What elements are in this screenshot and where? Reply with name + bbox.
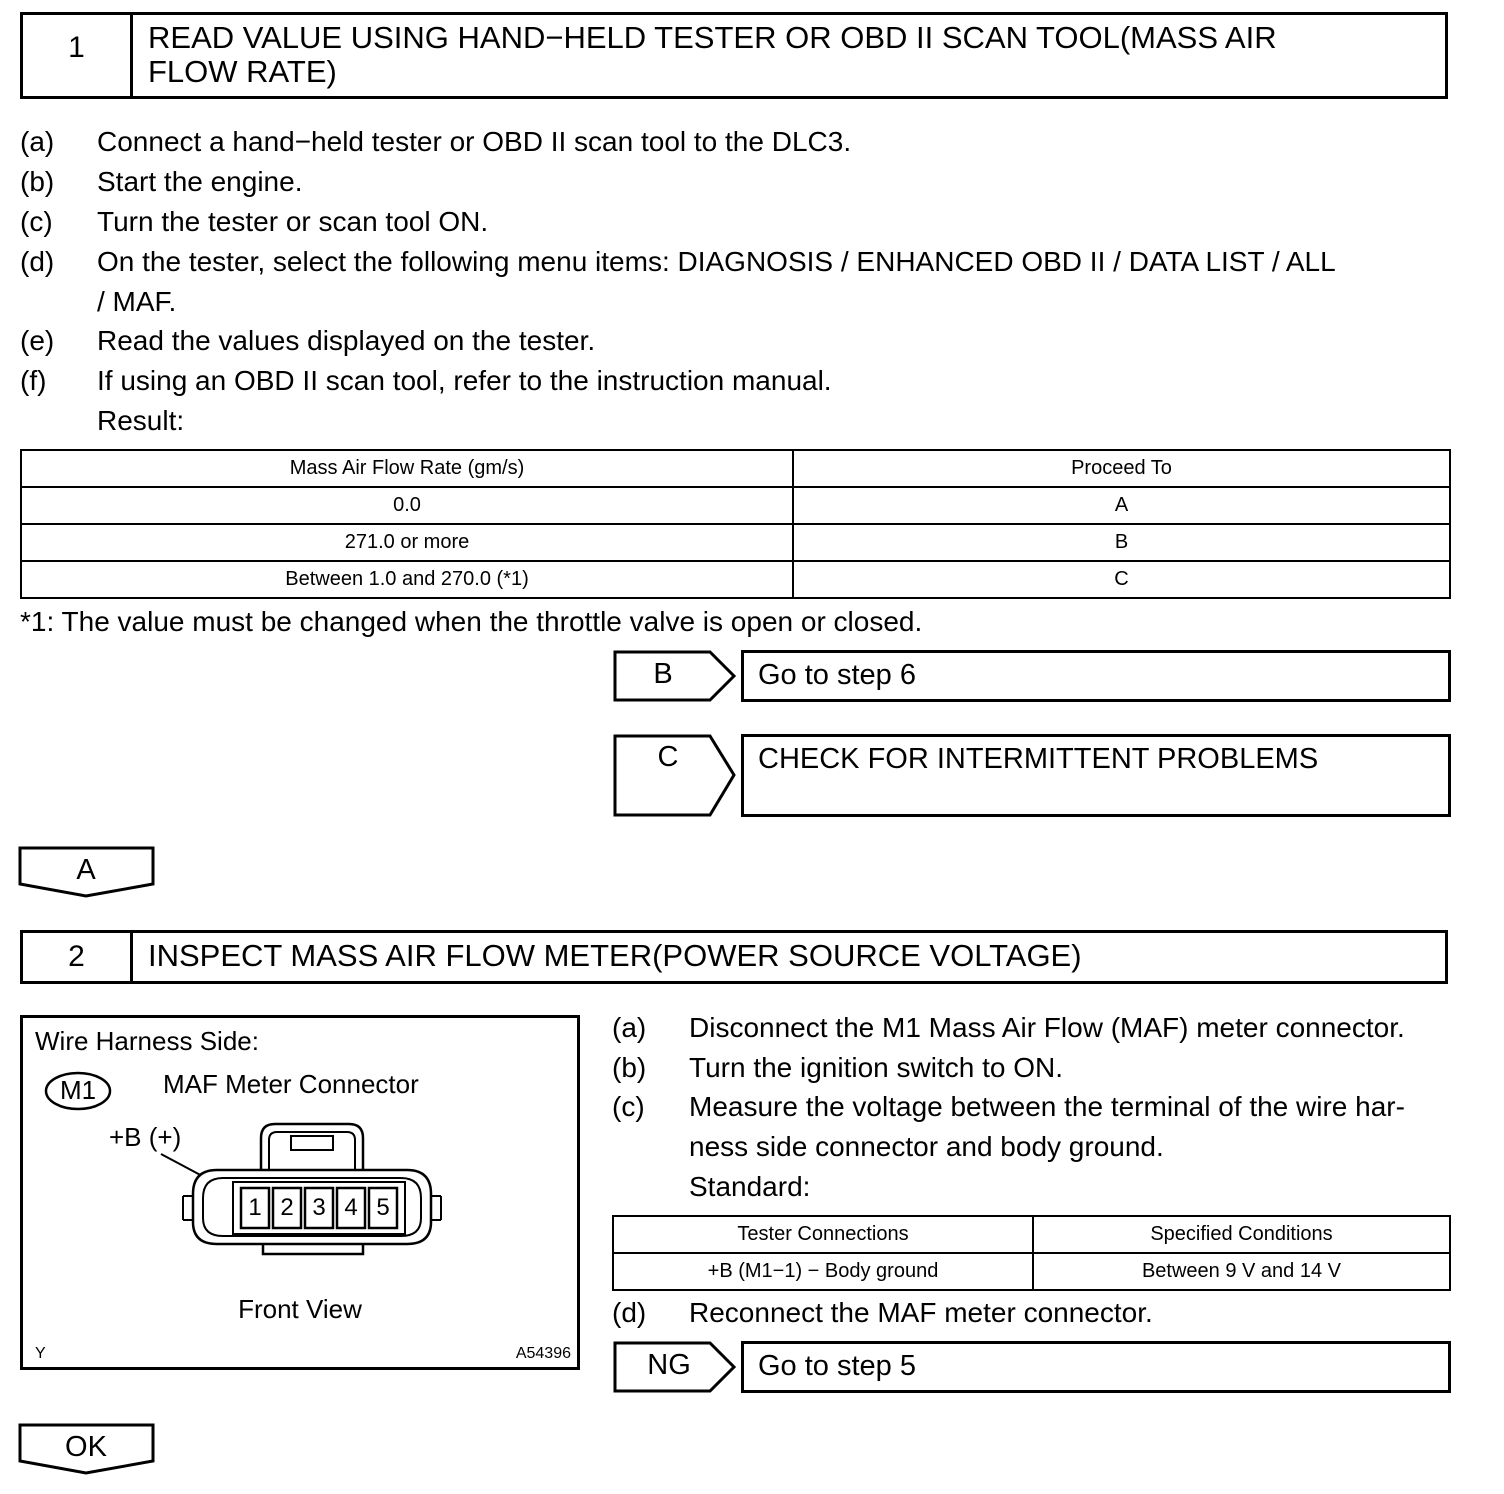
item-label: (a)	[20, 126, 55, 157]
step1-title	[148, 21, 1385, 89]
connector-figure	[20, 1015, 580, 1370]
item-label: (c)	[20, 206, 53, 237]
table-header: Mass Air Flow Rate (gm/s)	[21, 450, 793, 487]
item-text: Disconnect the M1 Mass Air Flow (MAF) meter connector.	[689, 1012, 1405, 1043]
item-text: Connect a hand−held tester or OBD II scan tool to the DLC3.	[97, 126, 852, 157]
step2-standard-table	[612, 1215, 1451, 1291]
figure-view-label: Front View	[238, 1294, 362, 1324]
step2-number: 2	[23, 933, 133, 981]
branch-b-tag: B	[653, 658, 673, 690]
figure-code: A54396	[515, 1345, 571, 1362]
pin-5: 5	[376, 1194, 390, 1221]
pin-4: 4	[344, 1194, 358, 1221]
table-header: Proceed To	[793, 450, 1450, 487]
table-cell: A	[793, 487, 1450, 524]
step1-header	[20, 12, 1448, 99]
item-text: Read the values displayed on the tester.	[97, 325, 596, 356]
step2-header	[20, 930, 1448, 984]
continue-a-tag: A	[76, 854, 96, 886]
step1-title-line1: READ VALUE USING HAND−HELD TESTER OR OBD II SCAN TOOL(MASS AIR	[148, 20, 1277, 55]
pin-3: 3	[312, 1194, 326, 1221]
item-label: (b)	[612, 1052, 647, 1083]
table-row	[21, 561, 1450, 598]
table-cell: B	[793, 524, 1450, 561]
item-label: (f)	[20, 365, 47, 396]
item-label: (b)	[20, 166, 55, 197]
table-cell: C	[793, 561, 1450, 598]
terminal-label: +B (+)	[109, 1122, 182, 1152]
step2-title: INSPECT MASS AIR FLOW METER(POWER SOURCE VOLTAGE)	[148, 938, 1082, 973]
branch-b-result: Go to step 6	[741, 650, 1451, 702]
item-label: (c)	[612, 1091, 645, 1122]
branch-c-tag: C	[657, 741, 679, 773]
table-cell: Between 1.0 and 270.0 (*1)	[21, 561, 793, 598]
table-cell: 271.0 or more	[21, 524, 793, 561]
item-text-cont: / MAF.	[97, 286, 177, 317]
item-text: Start the engine.	[97, 166, 303, 197]
item-text: Turn the tester or scan tool ON.	[97, 206, 489, 237]
table-cell: Between 9 V and 14 V	[1033, 1253, 1450, 1290]
standard-label: Standard:	[689, 1171, 811, 1202]
figure-corner-left: Y	[35, 1345, 46, 1362]
item-label: (d)	[20, 246, 55, 277]
maf-connector-drawing	[153, 1118, 453, 1258]
table-header-row	[613, 1216, 1450, 1253]
step1-number: 1	[23, 15, 133, 96]
table-row	[21, 524, 1450, 561]
step1-result-table	[20, 449, 1451, 599]
step1-title-line2: FLOW RATE)	[148, 54, 337, 89]
table-header-row	[21, 450, 1450, 487]
item-text: Turn the ignition switch to ON.	[689, 1052, 1064, 1083]
table-row	[613, 1253, 1450, 1290]
table-row	[21, 487, 1450, 524]
item-text: Reconnect the MAF meter connector.	[689, 1297, 1153, 1328]
table-header: Tester Connections	[613, 1216, 1033, 1253]
branch-ng-tag: NG	[647, 1349, 691, 1381]
branch-ng-result: Go to step 5	[741, 1341, 1451, 1393]
branch-c-result: CHECK FOR INTERMITTENT PROBLEMS	[741, 734, 1451, 817]
table-header: Specified Conditions	[1033, 1216, 1450, 1253]
item-text: Measure the voltage between the terminal of the wire har-	[689, 1091, 1405, 1122]
item-text-cont: ness side connector and body ground.	[689, 1131, 1164, 1162]
connector-id: M1	[59, 1075, 97, 1105]
item-label: (a)	[612, 1012, 647, 1043]
result-label: Result:	[97, 405, 185, 436]
figure-side-label: Wire Harness Side:	[35, 1026, 259, 1056]
item-label: (e)	[20, 325, 55, 356]
item-text: If using an OBD II scan tool, refer to the instruction manual.	[97, 365, 832, 396]
continue-ok-tag: OK	[65, 1431, 107, 1463]
item-text: On the tester, select the following menu items: DIAGNOSIS / ENHANCED OBD II / DATA LIST / ALL	[97, 246, 1336, 277]
pin-2: 2	[280, 1194, 294, 1221]
table-cell: +B (M1−1) − Body ground	[613, 1253, 1033, 1290]
connector-name: MAF Meter Connector	[163, 1069, 419, 1099]
pin-1: 1	[248, 1194, 262, 1221]
item-label: (d)	[612, 1297, 647, 1328]
step1-footnote: *1: The value must be changed when the throttle valve is open or closed.	[20, 606, 923, 637]
table-cell: 0.0	[21, 487, 793, 524]
